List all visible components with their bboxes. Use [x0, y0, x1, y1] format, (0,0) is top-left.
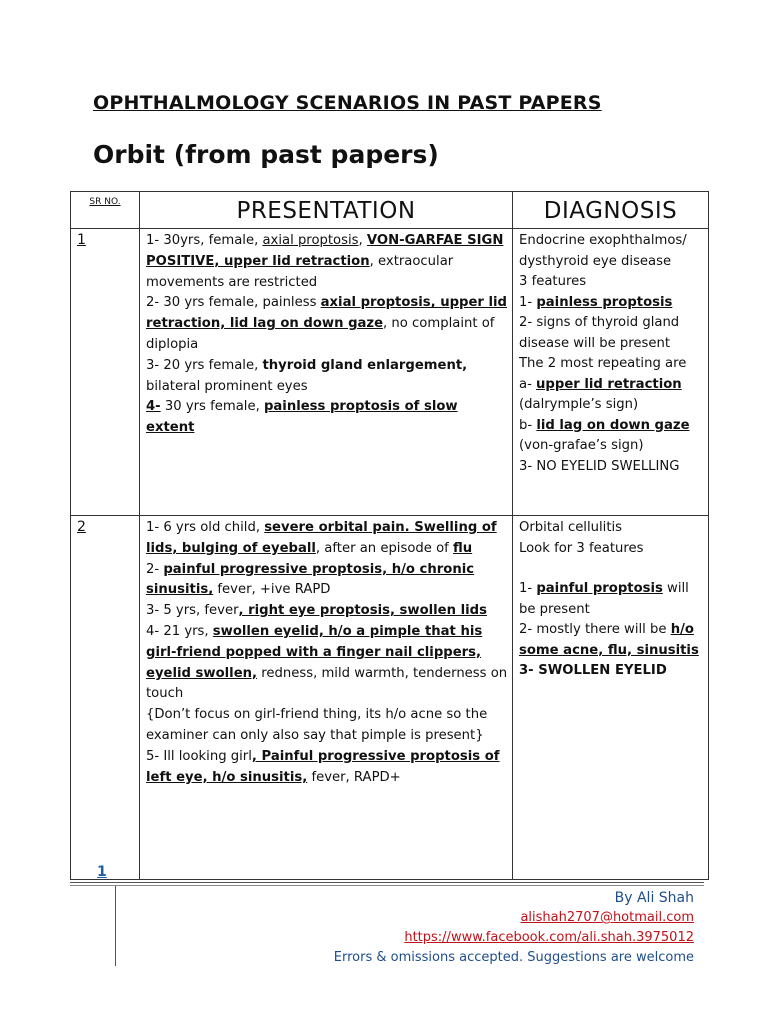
footer-note: Errors & omissions accepted. Suggestions are welcome [333, 950, 694, 965]
presentation-item: 3- 20 yrs female, thyroid gland enlargement, bilateral prominent eyes [146, 357, 468, 394]
diagnosis-line: a- upper lid retraction [519, 376, 682, 392]
diagnosis-line: The 2 most repeating are [519, 356, 687, 371]
email-link[interactable]: alishah2707@hotmail.com [520, 910, 694, 925]
presentation-cell [140, 229, 513, 516]
scenarios-table [70, 191, 709, 880]
diagnosis-line: 2- mostly there will be h/o some acne, flu, sinusitis [519, 622, 699, 658]
row-number: 2 [71, 516, 140, 880]
presentation-note: {Don’t focus on girl-friend thing, its h/o acne so the examiner can only also say that pimple is present} [146, 707, 488, 743]
sr-no-header: SR NO. [71, 192, 140, 229]
diagnosis-line: (von-grafae’s sign) [519, 438, 644, 453]
diagnosis-line: 2- signs of thyroid gland disease will be present [519, 315, 680, 351]
diagnosis-line: 1- painful proptosis will be present [519, 581, 689, 617]
table-row [71, 516, 709, 880]
diagnosis-line: Endocrine exophthalmos/ dysthyroid eye disease [519, 233, 687, 269]
author-name: By Ali Shah [614, 890, 694, 906]
document-title: OPHTHALMOLOGY SCENARIOS IN PAST PAPERS [93, 92, 602, 114]
presentation-item: 2- painful progressive proptosis, h/o chronic sinusitis, fever, +ive RAPD [146, 561, 475, 598]
section-title: Orbit (from past papers) [93, 140, 439, 169]
presentation-item: 4- 30 yrs female, painless proptosis of slow extent [146, 399, 458, 436]
diagnosis-line: 3 features [519, 274, 587, 289]
diagnosis-line: Look for 3 features [519, 540, 644, 556]
diagnosis-line: (dalrymple’s sign) [519, 397, 639, 412]
spacer [519, 559, 704, 579]
diagnosis-line: 3- NO EYELID SWELLING [519, 458, 680, 474]
presentation-cell [140, 516, 513, 880]
diagnosis-cell [513, 516, 709, 880]
diagnosis-line: 3- SWOLLEN EYELID [519, 663, 667, 678]
diagnosis-line: Orbital cellulitis [519, 520, 623, 535]
facebook-link[interactable]: https://www.facebook.com/ali.shah.3975012 [404, 930, 694, 945]
page-number: 1 [97, 864, 107, 880]
table-row [71, 229, 709, 516]
presentation-header: PRESENTATION [140, 192, 513, 229]
diagnosis-line: 1- painless proptosis [519, 294, 673, 310]
presentation-item: 5- Ill looking girl, Painful progressive proptosis of left eye, h/o sinusitis, fever, RAPD+ [146, 748, 500, 785]
footer-vertical-divider [115, 886, 116, 966]
footer [334, 888, 694, 968]
footer-divider [70, 882, 704, 886]
presentation-item: 1- 30yrs, female, axial proptosis, VON-GARFAE SIGN POSITIVE, upper lid retraction, extraocular movements are restricted [146, 233, 504, 290]
diagnosis-header: DIAGNOSIS [513, 192, 709, 229]
diagnosis-cell [513, 229, 709, 516]
row-number: 1 [71, 229, 140, 516]
diagnosis-line: b- lid lag on down gaze [519, 417, 690, 433]
presentation-item: 4- 21 yrs, swollen eyelid, h/o a pimple that his girl-friend popped with a finger nail clippers, eyelid swollen, redness, mild warmth, tenderness on touch [146, 623, 508, 702]
presentation-item: 2- 30 yrs female, painless axial proptosis, upper lid retraction, lid lag on down gaze, no complaint of diplopia [146, 295, 507, 352]
presentation-item: 3- 5 yrs, fever, right eye proptosis, swollen lids [146, 603, 487, 619]
presentation-item: 1- 6 yrs old child, severe orbital pain. Swelling of lids, bulging of eyeball, after an episode of flu [146, 520, 497, 556]
table-header-row [71, 192, 709, 229]
